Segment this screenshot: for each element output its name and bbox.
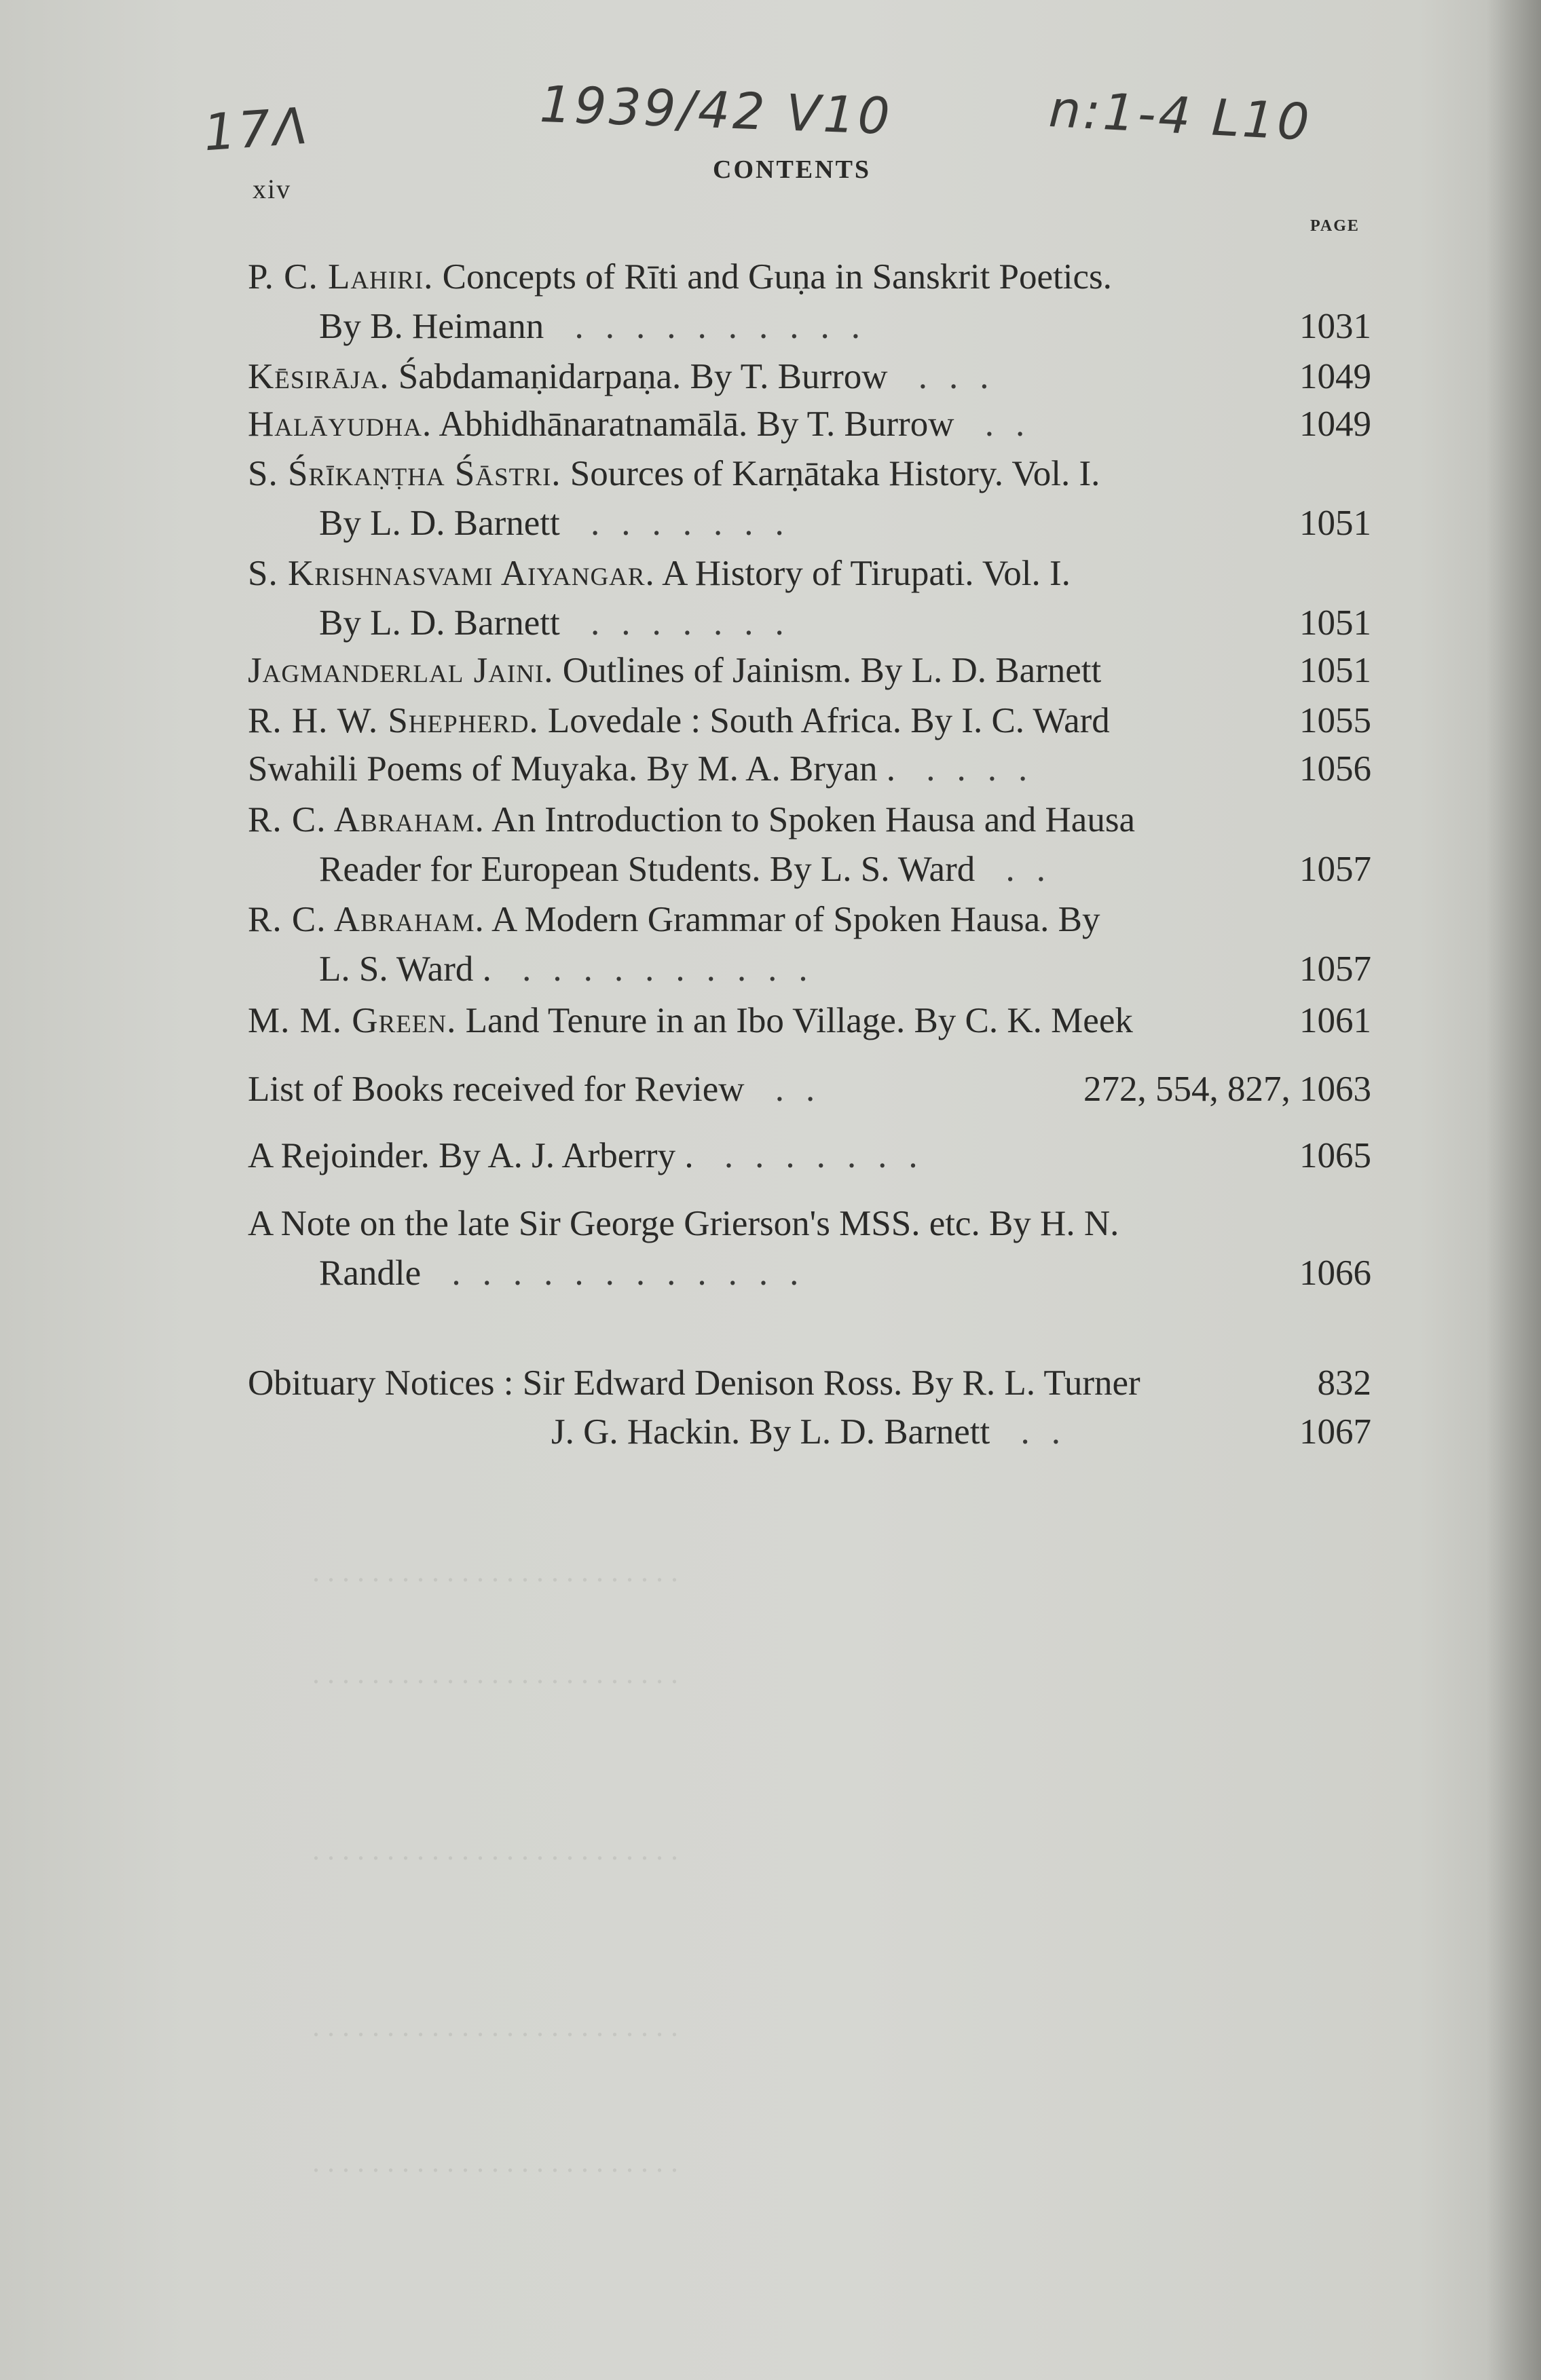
page-number: 1057 (1299, 949, 1371, 989)
obituary-entry (551, 1412, 1082, 1452)
toc-entry-continued (319, 306, 882, 347)
dot-leader: ............ (421, 1253, 821, 1293)
entry-author: S. Krishnasvami Aiyangar. (248, 554, 655, 593)
page-number: 1051 (1299, 504, 1371, 543)
dot-leader: ....... (559, 504, 806, 543)
dot-leader: .. (744, 1070, 837, 1109)
entry-author: P. C. Lahiri. (248, 257, 434, 297)
entry-title-continued: L. S. Ward . (319, 949, 491, 989)
toc-entry (248, 749, 1049, 789)
page-number: 1065 (1299, 1136, 1371, 1175)
toc-entry (248, 899, 1100, 940)
show-through: . . . . . . . . . . . . . . . . . . . . . . . . . (312, 2145, 678, 2178)
entry-title: Śabdamaṇidarpaṇa. By T. Burrow (389, 357, 888, 396)
entry-author: Kēsirāja. (248, 357, 390, 396)
folio-number: xiv (253, 174, 292, 204)
dot-leader: ....... (693, 1136, 940, 1175)
page-number: 1066 (1299, 1253, 1371, 1293)
entry-title: A Note on the late Sir George Grierson's MSS. etc. By H. N. (248, 1204, 1119, 1243)
page-number: 272, 554, 827, 1063 (1083, 1070, 1371, 1109)
toc-entry (248, 453, 1100, 494)
page-number: 1031 (1299, 307, 1371, 346)
entry-title: Outlines of Jainism. By L. D. Barnett (553, 651, 1102, 690)
dot-leader: .. (954, 404, 1047, 444)
entry-author: R. H. W. Shepherd. (248, 701, 539, 740)
toc-entry (248, 650, 1101, 691)
toc-entry (248, 1069, 836, 1110)
toc-entry (248, 257, 1112, 297)
dot-leader: ... (887, 357, 1011, 396)
toc-entry (248, 1135, 940, 1176)
toc-entry (248, 356, 1011, 397)
toc-entry-continued (319, 603, 806, 643)
dot-leader: .... (895, 749, 1050, 789)
obituary-title: Sir Edward Denison Ross. By R. L. Turner (513, 1363, 1140, 1403)
page-number: 1049 (1299, 404, 1371, 444)
entry-author: R. C. Abraham. (248, 900, 485, 939)
handwritten-shelfmark: 17Λ (202, 96, 312, 163)
obituary-label: Obituary Notices : (248, 1363, 514, 1403)
obituary-title: J. G. Hackin. By L. D. Barnett (551, 1412, 990, 1452)
entry-title-continued: By B. Heimann (319, 307, 544, 346)
entry-title: An Introduction to Spoken Hausa and Hausa (484, 800, 1135, 839)
dot-leader: .. (990, 1412, 1082, 1452)
toc-entry (248, 1000, 1133, 1041)
page-column-label: PAGE (1310, 217, 1360, 235)
show-through: . . . . . . . . . . . . . . . . . . . . . . . . . (312, 1657, 678, 1690)
entry-author: S. Śrīkaṇṭha Śāstri. (248, 454, 561, 493)
entry-title: Sources of Karṇātaka History. Vol. I. (561, 454, 1100, 493)
entry-title-continued: Randle (319, 1253, 422, 1293)
entry-title: A History of Tirupati. Vol. I. (654, 554, 1071, 593)
toc-entry-continued (319, 949, 830, 989)
page-number: 1057 (1299, 850, 1371, 889)
entry-author: R. C. Abraham. (248, 800, 485, 839)
toc-entry (248, 1203, 1119, 1244)
handwritten-volume-note: 1939/42 V10 (538, 75, 894, 147)
show-through: . . . . . . . . . . . . . . . . . . . . . . . . . (312, 1833, 678, 1866)
entry-title: Abhidhānaratnamālā. By T. Burrow (432, 404, 954, 444)
toc-entry-continued (319, 503, 806, 544)
entry-author: Halāyudha. (248, 404, 432, 444)
entry-author: M. M. Green. (248, 1001, 457, 1040)
obituary-entry (248, 1363, 1140, 1403)
page-number: 1056 (1299, 749, 1371, 789)
entry-title: Lovedale : South Africa. By I. C. Ward (538, 701, 1110, 740)
page-number: 1067 (1299, 1412, 1371, 1452)
entry-title-continued: Reader for European Students. By L. S. Ward (319, 850, 976, 889)
show-through: . . . . . . . . . . . . . . . . . . . . . . . . . (312, 1555, 678, 1588)
handwritten-issue-note: n:1-4 L10 (1047, 79, 1314, 153)
entry-title-continued: By L. D. Barnett (319, 603, 560, 643)
dot-leader: .......... (544, 307, 882, 346)
toc-entry (248, 553, 1071, 594)
show-through: . . . . . . . . . . . . . . . . . . . . . . . . . (312, 2009, 678, 2043)
entry-title: Land Tenure in an Ibo Village. By C. K. Meek (456, 1001, 1133, 1040)
spine-shadow (1487, 0, 1541, 2380)
entry-title-continued: By L. D. Barnett (319, 504, 560, 543)
dot-leader: .......... (491, 949, 830, 989)
toc-entry-continued (319, 1253, 820, 1293)
running-head: CONTENTS (713, 155, 872, 184)
toc-entry-continued (319, 849, 1067, 890)
page-number: 1051 (1299, 603, 1371, 643)
page-number: 1061 (1299, 1001, 1371, 1040)
entry-title: Concepts of Rīti and Guṇa in Sanskrit Poetics. (433, 257, 1112, 297)
entry-title: A Rejoinder. By A. J. Arberry . (248, 1136, 694, 1175)
entry-title: Swahili Poems of Muyaka. By M. A. Bryan . (248, 749, 895, 789)
dot-leader: .. (975, 850, 1067, 889)
entry-title: A Modern Grammar of Spoken Hausa. By (484, 900, 1100, 939)
toc-entry (248, 799, 1135, 840)
page-number: 1049 (1299, 357, 1371, 396)
toc-entry (248, 404, 1046, 445)
toc-entry (248, 700, 1110, 741)
page-number: 1055 (1299, 701, 1371, 740)
entry-author: Jagmanderlal Jaini. (248, 651, 554, 690)
page-number: 1051 (1299, 651, 1371, 690)
dot-leader: ....... (559, 603, 806, 643)
page-number: 832 (1317, 1363, 1371, 1403)
entry-title: List of Books received for Review (248, 1070, 745, 1109)
